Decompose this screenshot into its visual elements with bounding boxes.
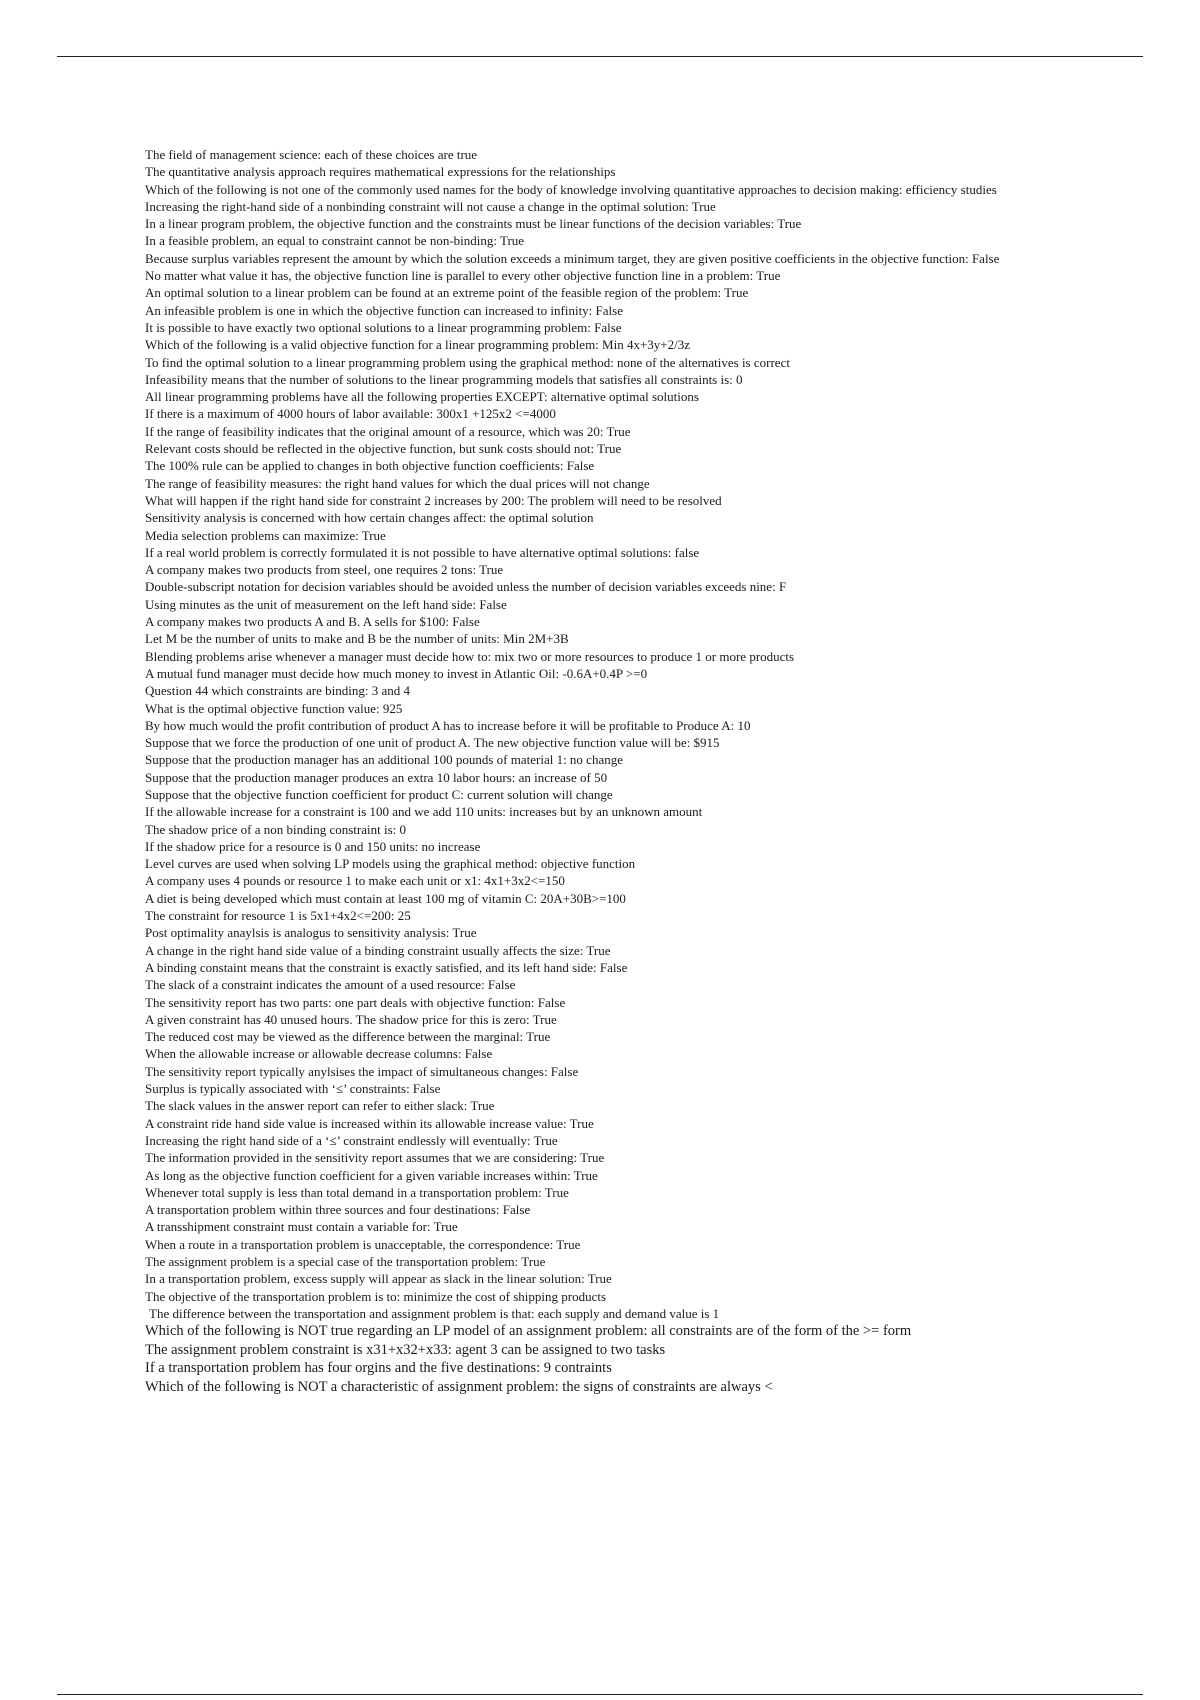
text-line: A mutual fund manager must decide how much money to invest in Atlantic Oil: -0.6A+0.4P >=0 xyxy=(145,665,648,681)
text-line: By how much would the profit contribution of product A has to increase before it will be profitable to Produce A: 10 xyxy=(145,717,751,733)
text-line: If the range of feasibility indicates that the original amount of a resource, which was 20: True xyxy=(145,423,631,439)
text-line: To find the optimal solution to a linear programming problem using the graphical method: none of the alternatives is correct xyxy=(145,354,790,370)
text-line: A company uses 4 pounds or resource 1 to make each unit or x1: 4x1+3x2<=150 xyxy=(145,873,565,889)
text-line: Question 44 which constraints are binding: 3 and 4 xyxy=(145,683,411,699)
text-line: A constraint ride hand side value is increased within its allowable increase value: True xyxy=(145,1115,594,1131)
text-line: What is the optimal objective function value: 925 xyxy=(145,700,403,716)
text-line: If a transportation problem has four orgins and the five destinations: 9 contraints xyxy=(145,1360,612,1377)
text-line: In a transportation problem, excess supply will appear as slack in the linear solution: True xyxy=(145,1271,612,1287)
text-line: The sensitivity report typically anylsises the impact of simultaneous changes: False xyxy=(145,1063,579,1079)
text-line: The field of management science: each of these choices are true xyxy=(145,147,478,162)
text-line: Increasing the right-hand side of a nonbinding constraint will not cause a change in the optimal solution: True xyxy=(145,198,716,214)
text-line: The slack values in the answer report can refer to either slack: True xyxy=(145,1098,495,1114)
text-line: The constraint for resource 1 is 5x1+4x2<=200: 25 xyxy=(145,908,411,924)
text-line: The difference between the transportation and assignment problem is that: each supply and demand value is 1 xyxy=(149,1305,720,1321)
text-line: No matter what value it has, the objective function line is parallel to every other objective function line in a problem: True xyxy=(145,268,781,284)
text-line: A given constraint has 40 unused hours. The shadow price for this is zero: True xyxy=(145,1011,557,1027)
text-line: Let M be the number of units to make and B be the number of units: Min 2M+3B xyxy=(145,631,569,647)
text-line: In a feasible problem, an equal to constraint cannot be non-binding: True xyxy=(145,233,525,249)
text-line: All linear programming problems have all the following properties EXCEPT: alternative optimal solutions xyxy=(145,389,699,405)
text-line: The slack of a constraint indicates the amount of a used resource: False xyxy=(145,977,516,993)
text-line: Sensitivity analysis is concerned with how certain changes affect: the optimal solution xyxy=(145,510,594,526)
text-line: The quantitative analysis approach requires mathematical expressions for the relationships xyxy=(145,164,616,180)
text-line: Suppose that the objective function coefficient for product C: current solution will change xyxy=(145,786,613,802)
text-line: In a linear program problem, the objective function and the constraints must be linear functions of the decision variables: True xyxy=(145,216,802,232)
text-line: Which of the following is NOT a characteristic of assignment problem: the signs of constraints are always < xyxy=(145,1378,773,1395)
text-line: A change in the right hand side value of a binding constraint usually affects the size: True xyxy=(145,942,611,958)
text-line: If a real world problem is correctly formulated it is not possible to have alternative optimal solutions: false xyxy=(145,544,700,560)
text-line: As long as the objective function coefficient for a given variable increases within: True xyxy=(145,1167,598,1183)
text-line: An infeasible problem is one in which the objective function can increased to infinity: False xyxy=(145,302,623,318)
text-line: Double-subscript notation for decision variables should be avoided unless the number of decision variables exceeds nine: F xyxy=(145,579,787,595)
text-line: Increasing the right hand side of a ‘≤’ constraint endlessly will eventually: True xyxy=(145,1132,558,1148)
text-line: Level curves are used when solving LP models using the graphical method: objective function xyxy=(145,856,636,872)
text-line: When a route in a transportation problem is unacceptable, the correspondence: True xyxy=(145,1236,581,1252)
text-line: If there is a maximum of 4000 hours of labor available: 300x1 +125x2 <=4000 xyxy=(145,406,556,422)
text-line: The information provided in the sensitivity report assumes that we are considering: True xyxy=(145,1150,605,1166)
text-line: If the allowable increase for a constraint is 100 and we add 110 units: increases but by an unknown amount xyxy=(145,804,703,820)
text-line: Suppose that the production manager produces an extra 10 labor hours: an increase of 50 xyxy=(145,769,608,785)
text-line: When the allowable increase or allowable decrease columns: False xyxy=(145,1046,493,1062)
text-line: The 100% rule can be applied to changes in both objective function coefficients: False xyxy=(145,458,595,474)
text-line: Infeasibility means that the number of solutions to the linear programming models that satisfies all constraints is: 0 xyxy=(145,371,743,387)
text-line: A company makes two products from steel, one requires 2 tons: True xyxy=(145,562,504,578)
text-line: A transportation problem within three sources and four destinations: False xyxy=(145,1202,531,1218)
text-line: A company makes two products A and B. A sells for $100: False xyxy=(145,614,480,630)
text-line: Whenever total supply is less than total demand in a transportation problem: True xyxy=(145,1184,569,1200)
document-body xyxy=(145,146,1065,1396)
text-line: The shadow price of a non binding constraint is: 0 xyxy=(145,821,407,837)
text-line: A transshipment constraint must contain a variable for: True xyxy=(145,1219,458,1235)
text-line: An optimal solution to a linear problem can be found at an extreme point of the feasible region of the problem: True xyxy=(145,285,749,301)
text-line: The sensitivity report has two parts: one part deals with objective function: False xyxy=(145,994,566,1010)
text-line: Suppose that we force the production of one unit of product A. The new objective function value will be: $915 xyxy=(145,735,720,751)
text-line: Suppose that the production manager has an additional 100 pounds of material 1: no change xyxy=(145,752,623,768)
text-line: Which of the following is a valid objective function for a linear programming problem: Min 4x+3y+2/3z xyxy=(145,337,691,353)
footer-rule xyxy=(57,1694,1143,1695)
text-line: The assignment problem is a special case of the transportation problem: True xyxy=(145,1254,546,1269)
text-line: What will happen if the right hand side for constraint 2 increases by 200: The problem will need to be resolved xyxy=(145,492,722,508)
text-line: Post optimality anaylsis is analogus to sensitivity analysis: True xyxy=(145,925,477,941)
text-line: The reduced cost may be viewed as the difference between the marginal: True xyxy=(145,1029,551,1045)
text-line: Relevant costs should be reflected in the objective function, but sunk costs should not: True xyxy=(145,441,622,457)
text-line: Which of the following is not one of the commonly used names for the body of knowledge involving quantitative approaches to decision making: efficiency studies xyxy=(145,181,997,197)
header-rule xyxy=(57,56,1143,57)
text-line: A binding constaint means that the constraint is exactly satisfied, and its left hand side: False xyxy=(145,959,628,975)
text-line: Media selection problems can maximize: True xyxy=(145,527,386,543)
text-line: The assignment problem constraint is x31+x32+x33: agent 3 can be assigned to two tasks xyxy=(145,1341,666,1358)
text-line: Because surplus variables represent the amount by which the solution exceeds a minimum target, they are given positive coefficients in the objective function: False xyxy=(145,250,1000,266)
text-line: If the shadow price for a resource is 0 and 150 units: no increase xyxy=(145,838,481,854)
text-line: The range of feasibility measures: the right hand values for which the dual prices will not change xyxy=(145,475,650,491)
text-line: A diet is being developed which must contain at least 100 mg of vitamin C: 20A+30B>=100 xyxy=(145,890,626,906)
text-line: Which of the following is NOT true regarding an LP model of an assignment problem: all constraints are of the form of the >= form xyxy=(145,1323,912,1340)
text-line: The objective of the transportation problem is to: minimize the cost of shipping products xyxy=(145,1288,607,1304)
text-line: Surplus is typically associated with ‘≤’ constraints: False xyxy=(145,1081,441,1097)
text-line: It is possible to have exactly two optional solutions to a linear programming problem: False xyxy=(145,319,622,335)
text-line: Blending problems arise whenever a manager must decide how to: mix two or more resources to produce 1 or more products xyxy=(145,648,795,664)
text-line: Using minutes as the unit of measurement on the left hand side: False xyxy=(145,596,507,612)
